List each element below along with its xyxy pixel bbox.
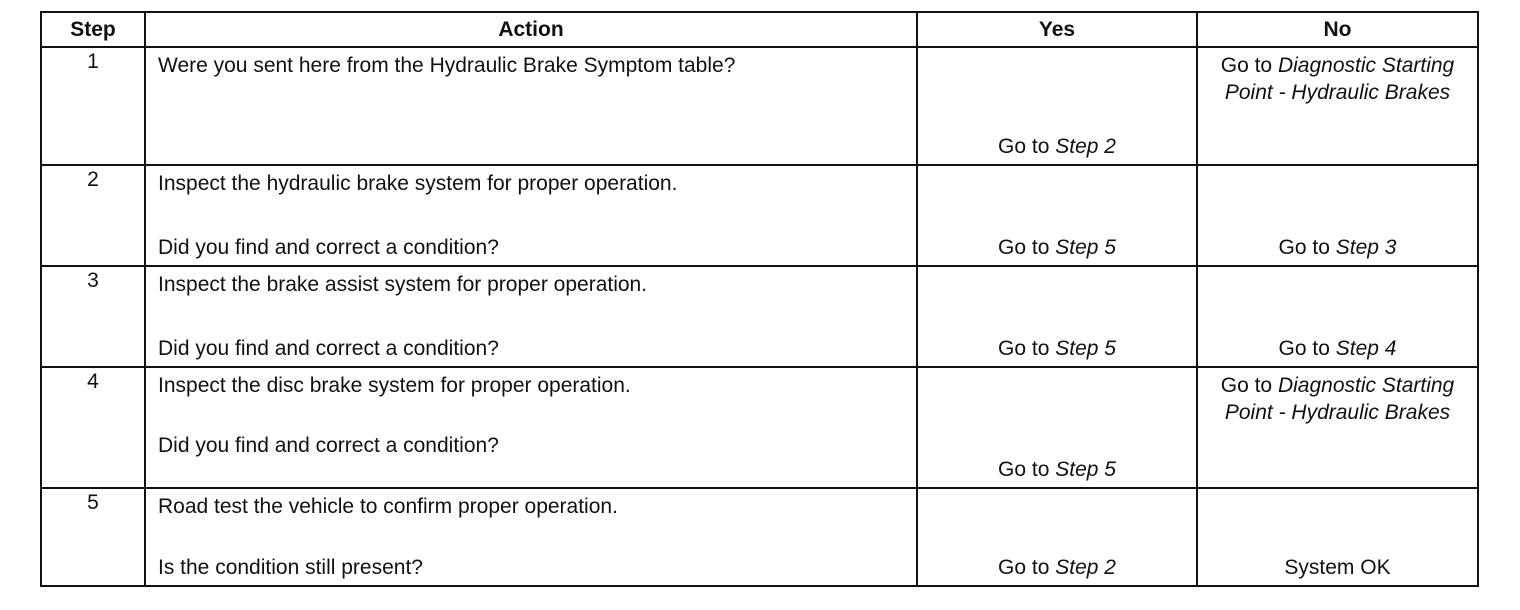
no-prefix: Go to: [1220, 374, 1273, 397]
header-step: Step: [41, 12, 145, 47]
table-row: [41, 165, 1478, 266]
yes-target: Step 2: [1055, 135, 1116, 158]
yes-goto: [918, 133, 1196, 160]
yes-goto: [918, 335, 1196, 362]
yes-cell: [917, 266, 1197, 367]
yes-target: Step 5: [1055, 458, 1116, 481]
action-prompt: Did you find and correct a condition?: [158, 337, 499, 360]
table-row: [41, 47, 1478, 165]
no-target: Step 4: [1335, 337, 1397, 360]
step-number: 3: [41, 266, 145, 367]
table-row: [41, 488, 1478, 586]
yes-prefix: Go to: [998, 337, 1050, 360]
no-goto: [1198, 372, 1477, 426]
yes-target: Step 2: [1055, 556, 1116, 579]
yes-goto: [918, 456, 1196, 483]
action-cell: [145, 367, 917, 488]
no-cell: [1197, 47, 1478, 165]
no-target: Diagnostic Starting Point - Hydraulic Brakes: [1224, 54, 1455, 104]
action-question: Inspect the hydraulic brake system for proper operation.: [158, 172, 678, 195]
yes-prefix: Go to: [998, 458, 1050, 481]
no-goto: [1198, 234, 1477, 261]
step-number: 4: [41, 367, 145, 488]
yes-cell: [917, 165, 1197, 266]
action-cell: [145, 488, 917, 586]
action-prompt: Is the condition still present?: [158, 556, 423, 579]
header-row: [41, 12, 1478, 47]
yes-target: Step 5: [1055, 236, 1116, 259]
yes-cell: [917, 367, 1197, 488]
no-goto: [1198, 335, 1477, 362]
no-goto: [1198, 52, 1477, 106]
no-prefix: Go to: [1220, 54, 1273, 77]
action-cell: [145, 47, 917, 165]
yes-prefix: Go to: [998, 236, 1050, 259]
table-row: [41, 367, 1478, 488]
no-cell: [1197, 266, 1478, 367]
no-result: [1198, 554, 1477, 581]
yes-cell: [917, 47, 1197, 165]
yes-prefix: Go to: [998, 135, 1050, 158]
table-row: [41, 266, 1478, 367]
step-number: 1: [41, 47, 145, 165]
header-yes: Yes: [917, 12, 1197, 47]
action-question: Inspect the brake assist system for proper operation.: [158, 273, 648, 296]
no-prefix: Go to: [1278, 337, 1330, 360]
action-prompt: Did you find and correct a condition?: [158, 434, 499, 457]
step-number: 5: [41, 488, 145, 586]
step-number: 2: [41, 165, 145, 266]
action-question: Inspect the disc brake system for proper operation.: [158, 374, 631, 397]
no-target: System OK: [1284, 556, 1391, 579]
diagnostic-table: [40, 11, 1479, 587]
no-target: Step 3: [1335, 236, 1397, 259]
action-question: Were you sent here from the Hydraulic Brake Symptom table?: [158, 54, 736, 77]
no-cell: [1197, 367, 1478, 488]
no-cell: [1197, 488, 1478, 586]
yes-prefix: Go to: [998, 556, 1050, 579]
yes-target: Step 5: [1055, 337, 1116, 360]
header-no: No: [1197, 12, 1478, 47]
yes-cell: [917, 488, 1197, 586]
header-action: Action: [145, 12, 917, 47]
action-prompt: Did you find and correct a condition?: [158, 236, 499, 259]
action-cell: [145, 165, 917, 266]
yes-goto: [918, 234, 1196, 261]
no-prefix: Go to: [1278, 236, 1330, 259]
no-cell: [1197, 165, 1478, 266]
action-cell: [145, 266, 917, 367]
no-target: Diagnostic Starting Point - Hydraulic Brakes: [1224, 374, 1455, 424]
action-question: Road test the vehicle to confirm proper operation.: [158, 495, 618, 518]
yes-goto: [918, 554, 1196, 581]
